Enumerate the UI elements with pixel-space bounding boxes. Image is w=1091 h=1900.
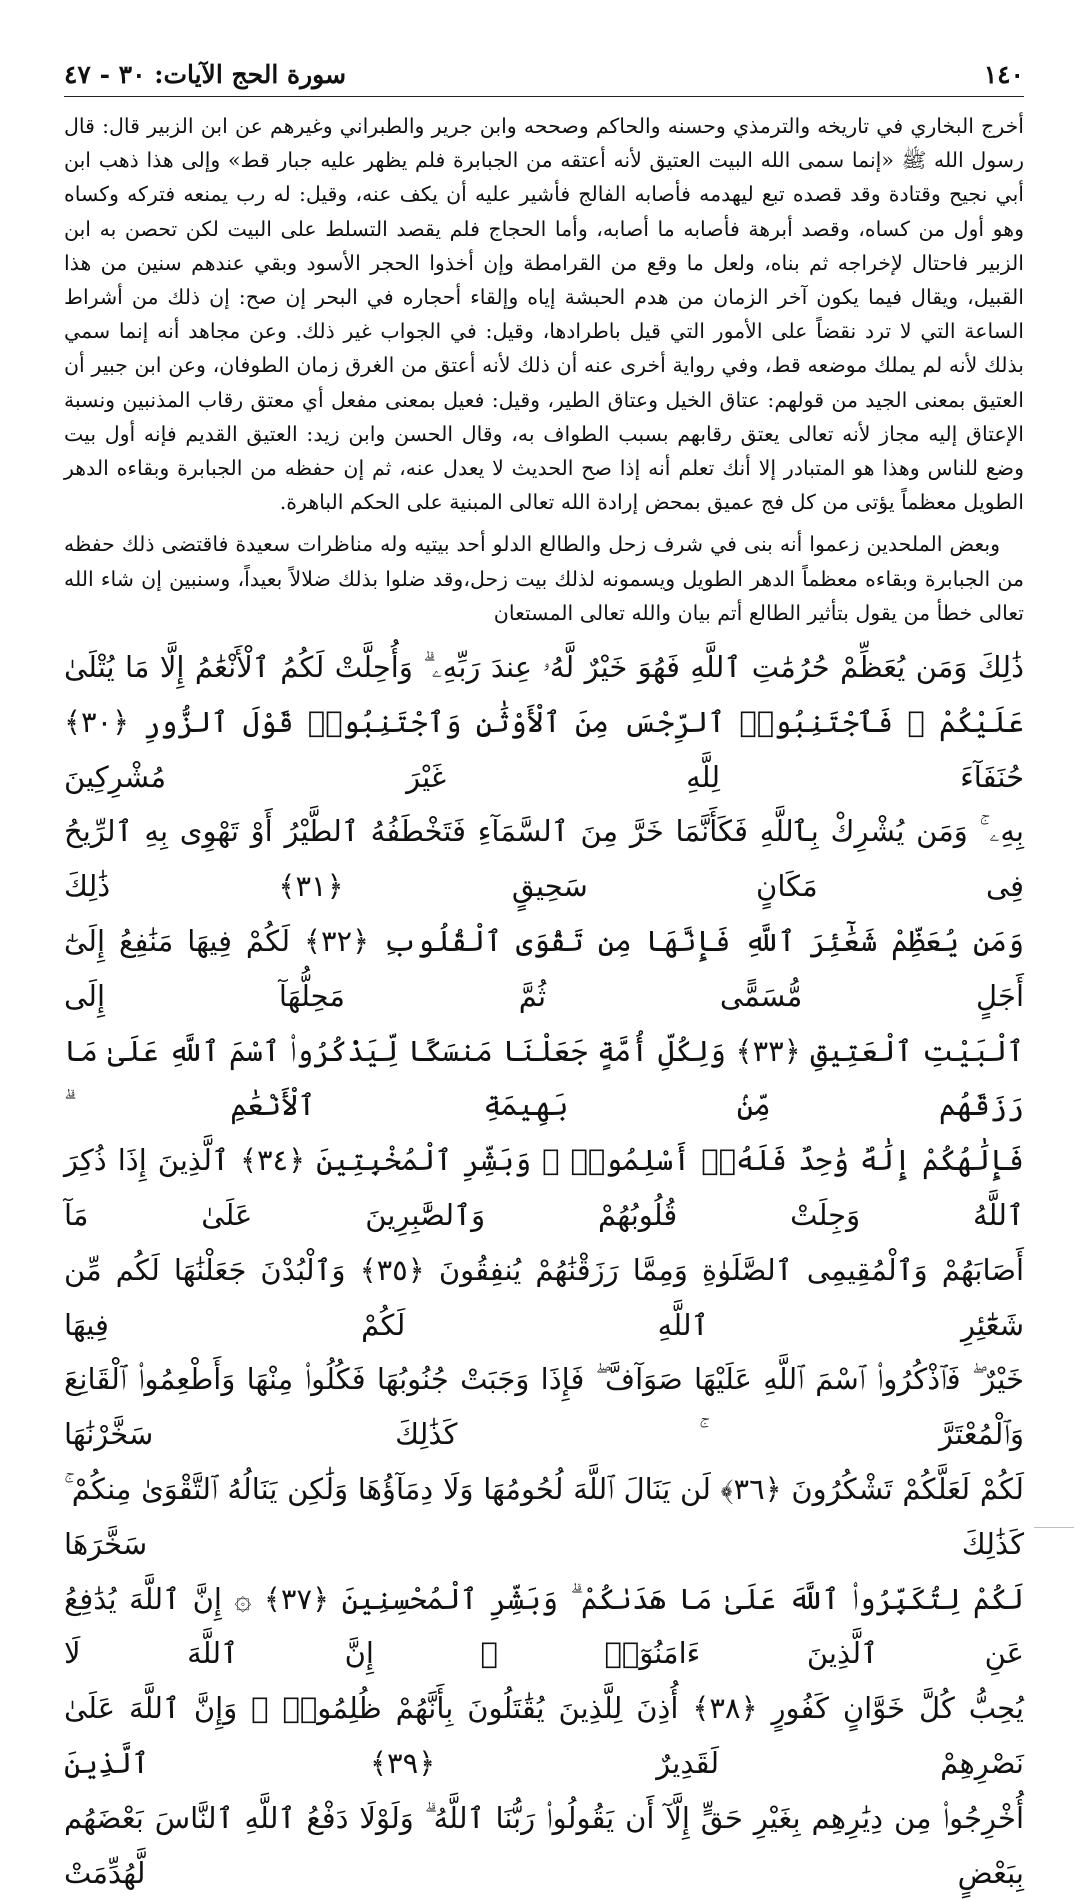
page-header	[64, 56, 1024, 96]
quran-line: عَلَيْكُمْ ۖ فَٱجْتَنِبُوا۟ ٱلرِّجْسَ مِنَ ٱلْأَوْثَٰنِ وَٱجْتَنِبُوا۟ قَوْلَ ٱلزُّورِ ﴿٣٠﴾ حُنَفَآءَ لِلَّهِ غَيْرَ مُشْرِكِينَ	[64, 704, 1024, 794]
quran-line: يُحِبُّ كُلَّ خَوَّانٍ كَفُورٍ ﴿٣٨﴾ أُذِنَ لِلَّذِينَ يُقَٰتَلُونَ بِأَنَّهُمْ ظُلِمُوا۟ ۚ وَإِنَّ ٱللَّهَ عَلَىٰ نَصْرِهِمْ لَقَدِيرٌ ﴿٣٩﴾ ٱلَّذِينَ	[64, 1691, 1024, 1780]
quran-line: وَمَن يُعَظِّمْ شَعَٰٓئِرَ ٱللَّهِ فَإِنَّهَا مِن تَقْوَى ٱلْقُلُوبِ ﴿٣٢﴾ لَكُمْ فِيهَا مَنَٰفِعُ إِلَىٰٓ أَجَلٍ مُّسَمًّى ثُمَّ مَحِلُّهَآ إِلَى	[64, 924, 1024, 1013]
running-title: سورة الحج الآيات: ٣٠ - ٤٧	[64, 60, 347, 89]
quran-line: أَصَابَهُمْ وَٱلْمُقِيمِى ٱلصَّلَوٰةِ وَمِمَّا رَزَقْنَٰهُمْ يُنفِقُونَ ﴿٣٥﴾ وَٱلْبُدْنَ جَعَلْنَٰهَا لَكُم مِّن شَعَٰٓئِرِ ٱللَّهِ لَكُمْ فِيهَا	[64, 1252, 1025, 1342]
quran-line: لَكُمْ لِتُكَبِّرُوا۟ ٱللَّهَ عَلَىٰ مَا هَدَىٰكُمْ ۗ وَبَشِّرِ ٱلْمُحْسِنِينَ ﴿٣٧﴾ ۞ إِنَّ ٱللَّهَ يُدَٰفِعُ عَنِ ٱلَّذِينَ ءَامَنُوٓا۟ ۗ إِنَّ ٱللَّهَ لَا	[64, 1581, 1024, 1671]
quran-line: بِهِۦ ۚ وَمَن يُشْرِكْ بِٱللَّهِ فَكَأَنَّمَا خَرَّ مِنَ ٱلسَّمَآءِ فَتَخْطَفُهُ ٱلطَّيْرُ أَوْ تَهْوِى بِهِ ٱلرِّيحُ فِى مَكَانٍ سَحِيقٍ ﴿٣١﴾ ذَٰلِكَ	[64, 814, 1024, 904]
commentary-text	[64, 109, 1024, 630]
quran-line: ٱلْبَيْتِ ٱلْعَتِيقِ ﴿٣٣﴾ وَلِكُلِّ أُمَّةٍ جَعَلْنَا مَنسَكًا لِّيَذْكُرُوا۟ ٱسْمَ ٱللَّهِ عَلَىٰ مَا رَزَقَهُم مِّنۢ بَهِيمَةِ ٱلْأَنْعَٰمِ ۗ	[64, 1033, 1024, 1123]
quran-line: لَكُمْ لَعَلَّكُمْ تَشْكُرُونَ ﴿٣٦﴾ لَن يَنَالَ ٱللَّهَ لُحُومُهَا وَلَا دِمَآؤُهَا وَلَٰكِن يَنَالُهُ ٱلتَّقْوَىٰ مِنكُمْ ۚ كَذَٰلِكَ سَخَّرَهَا	[64, 1472, 1024, 1561]
book-page	[64, 56, 1025, 1890]
quran-verses	[64, 640, 1024, 1900]
quran-line: ذَٰلِكَ وَمَن يُعَظِّمْ حُرُمَٰتِ ٱللَّهِ فَهُوَ خَيْرٌ لَّهُۥ عِندَ رَبِّهِۦ ۗ وَأُحِلَّتْ لَكُمُ ٱلْأَنْعَٰمُ إِلَّا مَا يُتْلَىٰ	[64, 650, 1024, 685]
commentary-paragraph: أخرج البخاري في تاريخه والترمذي وحسنه والحاكم وصححه وابن جرير والطبراني وغيرهم عن ابن الزبير قال: قال رسول الله ﷺ «إنما سمى الله البيت العتيق لأنه أعتقه من الجبابرة فلم يظهر عليه جبار قط» وإلى هذا ذهب ابن أبي نجيح وقتادة وقد قصده تبع ليهدمه فأصابه الفالج فأشير عليه أن يكف عنه، وقيل: له رب يمنعه فتركه وكساه وهو أول من كساه، وقصد أبرهة فأصابه ما أصابه، وأما الحجاج فلم يقصد التسلط على البيت لكن تحصن به ابن الزبير فاحتال لإخراجه ثم بناه، ولعل ما وقع من القرامطة وإن أخذوا الحجر الأسود وبقي عندهم سنين من هذا القبيل، ويقال فيما يكون آخر الزمان من هدم الحبشة إياه وإلقاء أحجاره في البحر إن صح: إن ذلك من أشراط الساعة التي لا ترد نقضاً على الأمور التي قيل باطرادها، وقيل: في الجواب غير ذلك. وعن مجاهد أنه إنما سمي بذلك لأنه لم يملك موضعه قط، وفي رواية أخرى عنه أن ذلك لأنه أعتق من الغرق زمان الطوفان، وعن ابن جبير أن العتيق بمعنى الجيد من قولهم: عتاق الخيل وعتاق الطير، وقيل: فعيل بمعنى مفعل أي معتق رقاب المذنبين ونسبة الإعتاق إليه مجاز لأنه تعالى يعتق رقابهم بسبب الطواف به، وقال الحسن وابن زيد: العتيق القديم فإنه أول بيت وضع للناس وهذا هو المتبادر إلا أنك تعلم أنه إذا صح الحديث لا يعدل عنه، ثم إن حفظه من الجبابرة وبقاءه الدهر الطويل معظماً يؤتى من كل فج عميق بمحض إرادة الله تعالى المبنية على الحكم الباهرة.	[64, 114, 1024, 515]
quran-line: أُخْرِجُوا۟ مِن دِيَٰرِهِم بِغَيْرِ حَقٍّ إِلَّآ أَن يَقُولُوا۟ رَبُّنَا ٱللَّهُ ۗ وَلَوْلَا دَفْعُ ٱللَّهِ ٱلنَّاسَ بَعْضَهُم بِبَعْضٍ لَّهُدِّمَتْ	[64, 1800, 1024, 1890]
scan-edge-mark	[1034, 1527, 1074, 1528]
quran-line: خَيْرٌ ۖ فَٱذْكُرُوا۟ ٱسْمَ ٱللَّهِ عَلَيْهَا صَوَآفَّ ۖ فَإِذَا وَجَبَتْ جُنُوبُهَا فَكُلُوا۟ مِنْهَا وَأَطْعِمُوا۟ ٱلْقَانِعَ وَٱلْمُعْتَرَّ ۚ كَذَٰلِكَ سَخَّرْنَٰهَا	[64, 1362, 1024, 1452]
header-rule	[64, 96, 1024, 97]
quran-line: فَإِلَٰهُكُمْ إِلَٰهٌ وَٰحِدٌ فَلَهُۥٓ أَسْلِمُوا۟ ۗ وَبَشِّرِ ٱلْمُخْبِتِينَ ﴿٣٤﴾ ٱلَّذِينَ إِذَا ذُكِرَ ٱللَّهُ وَجِلَتْ قُلُوبُهُمْ وَٱلصَّٰبِرِينَ عَلَىٰ مَآ	[64, 1143, 1024, 1233]
page-number: ١٤٠	[983, 60, 1024, 89]
commentary-paragraph: وبعض الملحدين زعموا أنه بنى في شرف زحل والطالع الدلو أحد بيتيه وله مناظرات سعيدة فاقتضى ذلك حفظه من الجبابرة وبقاءه معظماً الدهر الطويل ويسمونه لذلك بيت زحل،وقد ضلوا بذلك ضلالاً بعيداً، وسنبين إن شاء الله تعالى خطأ من يقول بتأثير الطالع أتم بيان والله تعالى المستعان	[64, 532, 1024, 625]
